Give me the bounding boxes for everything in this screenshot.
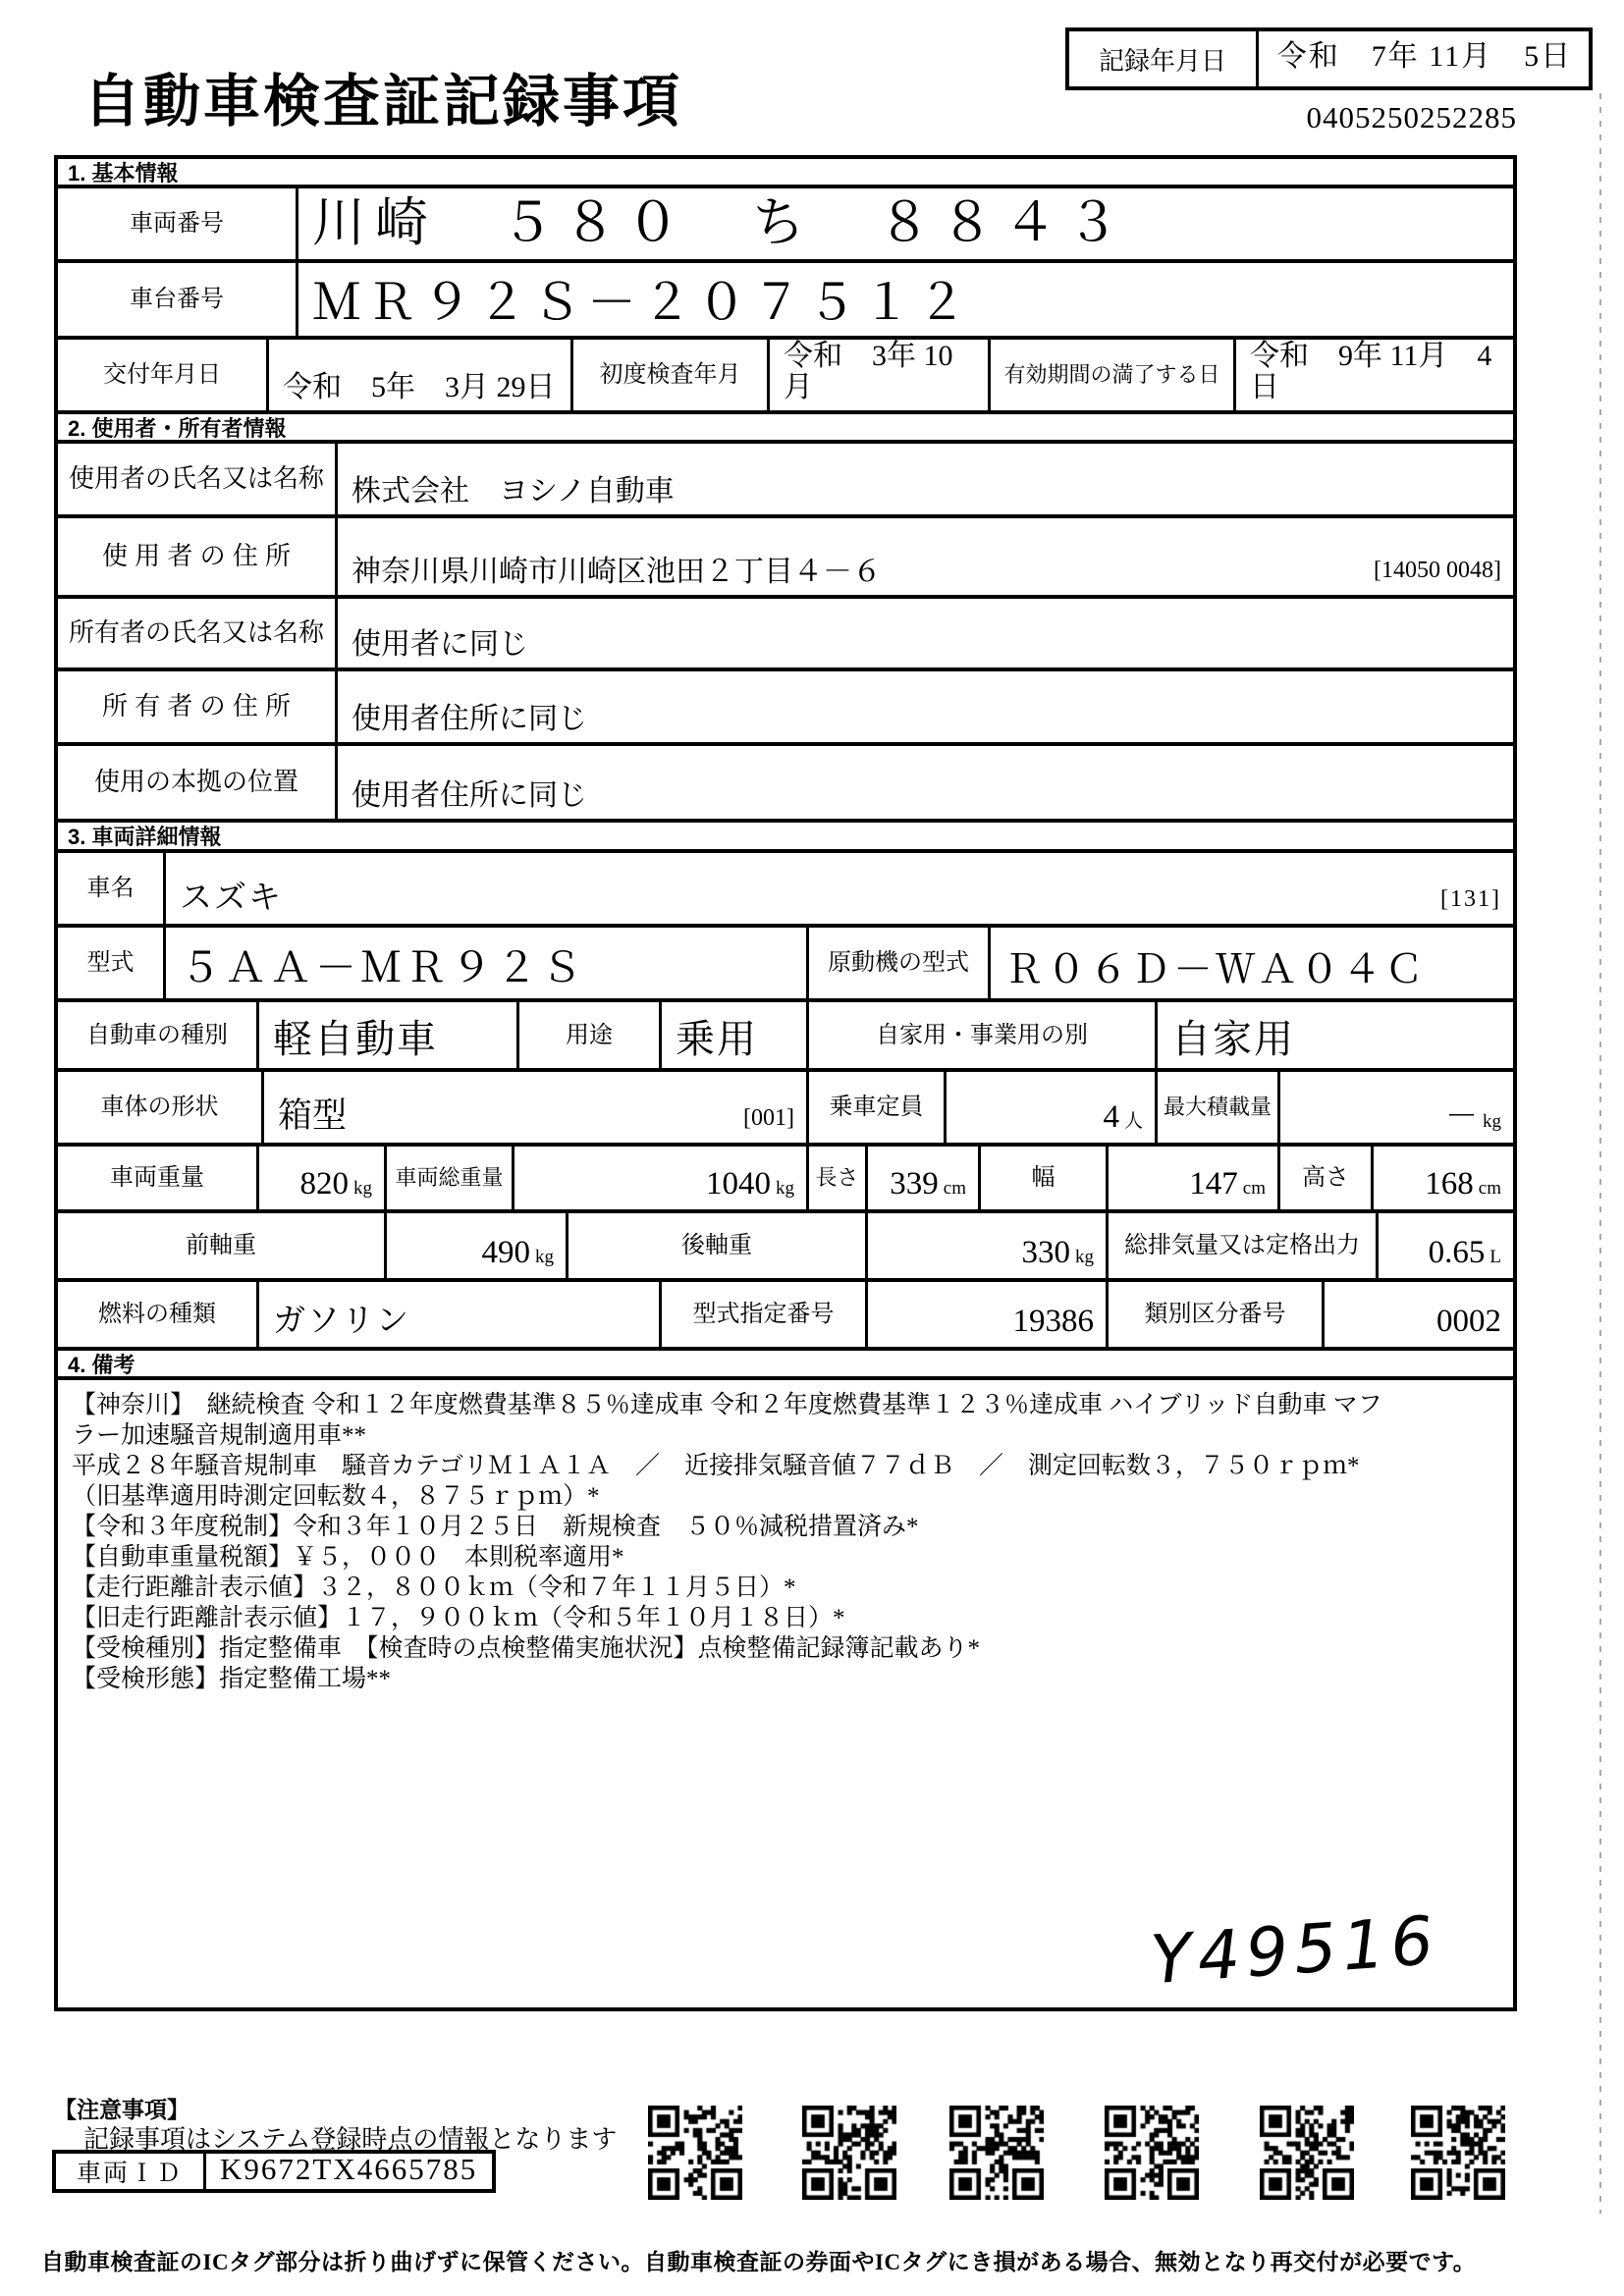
- user-name-row: [58, 440, 1513, 514]
- vehicle-weight-number: 820: [299, 1166, 349, 1202]
- capacity-value: [947, 1072, 1158, 1143]
- use-value: 乗用: [662, 1002, 809, 1068]
- rear-axle-unit: kg: [1075, 1247, 1094, 1268]
- body-shape-code: [001]: [743, 1104, 794, 1131]
- owner-name-label: 所有者の氏名又は名称: [58, 599, 338, 667]
- car-name-code: [131]: [1440, 885, 1501, 912]
- type-cert-label: 型式指定番号: [662, 1282, 868, 1347]
- capacity-label: 乗車定員: [809, 1072, 947, 1143]
- issue-date-value: 令和 5年 3月 29日: [269, 340, 573, 410]
- displacement-label: 総排気量又は定格出力: [1109, 1213, 1379, 1278]
- expiry-date-label: 有効期間の満了する日: [991, 340, 1236, 410]
- payload-unit: kg: [1483, 1111, 1501, 1133]
- height-value: [1374, 1147, 1513, 1209]
- notice-heading: 【注意事項】: [54, 2097, 189, 2122]
- width-label: 幅: [981, 1147, 1109, 1209]
- capacity-number: 4: [1103, 1099, 1119, 1136]
- handwritten-note: Y49516: [1148, 1901, 1442, 2001]
- front-axle-unit: kg: [535, 1247, 554, 1268]
- remarks-line: 【走行距離計表示値】３２，８００ｋｍ（令和７年１１月５日）*: [72, 1575, 796, 1601]
- car-name-value: [166, 853, 1513, 924]
- owner-address-label: 所 有 者 の 住 所: [58, 671, 338, 742]
- user-address-row: [58, 514, 1513, 595]
- chassis-number-row: [58, 259, 1513, 336]
- fuel-type-value: ガソリン: [259, 1282, 662, 1347]
- rear-axle-label: 後軸重: [568, 1213, 868, 1278]
- engine-model-value: Ｒ０６Ｄ－ＷＡ０４Ｃ: [1004, 947, 1427, 991]
- shape-row: [58, 1068, 1513, 1143]
- remarks-line: （旧基準適用時測定回転数４，８７５ｒｐｍ）*: [72, 1483, 600, 1510]
- front-axle-label: 前軸重: [58, 1213, 387, 1278]
- gross-weight-value: [514, 1147, 809, 1209]
- car-name-label: 車名: [58, 853, 166, 924]
- rear-axle-number: 330: [1021, 1235, 1070, 1271]
- capacity-unit: 人: [1123, 1111, 1143, 1133]
- car-name-text: スズキ: [180, 881, 283, 917]
- length-value: [868, 1147, 981, 1209]
- remarks-line: 【令和３年度税制】令和３年１０月２５日 新規検査 ５０％減税措置済み*: [72, 1514, 919, 1540]
- model-value: ５ＡＡ－ＭＲ９２Ｓ: [166, 928, 809, 998]
- remarks-line: 【神奈川】 継続検査 令和１２年度燃費基準８５％達成車 令和２年度燃費基準１２３％達成車 ハイブリッド自動車 マフ: [72, 1392, 1382, 1418]
- height-unit: cm: [1478, 1178, 1501, 1200]
- displacement-unit: L: [1489, 1247, 1501, 1268]
- qr-code: [648, 2106, 742, 2200]
- payload-value: [1280, 1072, 1513, 1143]
- use-label: 用途: [519, 1002, 662, 1068]
- width-number: 147: [1189, 1166, 1238, 1202]
- qr-code: [949, 2106, 1044, 2200]
- vehicle-kind-label: 自動車の種別: [58, 1002, 259, 1068]
- section-user-owner-heading: 2. 使用者・所有者情報: [58, 410, 1513, 440]
- section-detail-heading: 3. 車両詳細情報: [58, 819, 1513, 849]
- remarks-line: 【旧走行距離計表示値】１７，９００ｋｍ（令和５年１０月１８日）*: [72, 1605, 845, 1631]
- vehicle-number-value: 川崎 ５８０ ち ８８４３: [312, 193, 1129, 253]
- chassis-number-value: ＭＲ９２Ｓ－２０７５１２: [312, 274, 972, 330]
- displacement-value: [1379, 1213, 1513, 1278]
- front-axle-value: [387, 1213, 568, 1278]
- base-location-label: 使用の本拠の位置: [58, 746, 338, 819]
- length-number: 339: [890, 1166, 939, 1202]
- bottom-note: 自動車検査証のICタグ部分は折り曲げずに保管ください。自動車検査証の券面やICタグにき損がある場合、無効となり再交付が必要です。: [41, 2250, 1477, 2274]
- payload-number: －: [1445, 1099, 1478, 1136]
- document-number: 0405250252285: [1306, 100, 1517, 134]
- remarks-line: 平成２８年騒音規制車 騒音カテゴリＭ１Ａ１Ａ ／ 近接排気騒音値７７ｄＢ ／ 測定回転数３，７５０ｒｐｍ*: [72, 1453, 1360, 1479]
- vehicle-id-value: K9672TX4665785: [220, 2151, 478, 2186]
- remarks-line: ラー加速騒音規制適用車**: [72, 1422, 367, 1449]
- car-name-row: [58, 849, 1513, 924]
- vehicle-weight-unit: kg: [353, 1178, 372, 1200]
- section-basic-heading: 1. 基本情報: [68, 160, 179, 186]
- base-location-value: 使用者住所に同じ: [352, 778, 587, 812]
- axle-row: [58, 1209, 1513, 1278]
- page-title: 自動車検査証記録事項: [83, 70, 683, 133]
- model-row: [58, 924, 1513, 998]
- qr-code: [1105, 2106, 1199, 2200]
- remarks-box: [58, 1376, 1513, 2007]
- scan-artifact-line: [1599, 93, 1601, 2214]
- displacement-number: 0.65: [1428, 1235, 1486, 1271]
- chassis-number-label: 車台番号: [58, 263, 298, 336]
- engine-model-label: 原動機の型式: [809, 928, 991, 998]
- issue-date-label: 交付年月日: [58, 340, 269, 410]
- vehicle-id-box: [52, 2150, 496, 2193]
- vehicle-id-label: 車両ＩＤ: [56, 2154, 206, 2189]
- dates-row: [58, 336, 1513, 410]
- owner-name-row: [58, 595, 1513, 667]
- vehicle-number-row: [58, 185, 1513, 259]
- qr-code: [1260, 2106, 1354, 2200]
- section-remarks-heading: 4. 備考: [58, 1347, 1513, 1376]
- remarks-line: 【受検種別】指定整備車 【検査時の点検整備実施状況】点検整備記録簿記載あり*: [72, 1635, 981, 1662]
- remarks-line: 【受検形態】指定整備工場**: [72, 1666, 392, 1692]
- length-unit: cm: [943, 1178, 966, 1200]
- record-date-value: 令和 7年 11月 5日: [1276, 40, 1573, 74]
- vehicle-weight-label: 車両重量: [58, 1147, 259, 1209]
- qr-code: [802, 2106, 896, 2200]
- main-table: [54, 155, 1517, 2011]
- rear-axle-value: [868, 1213, 1109, 1278]
- record-date-box: [1065, 27, 1593, 90]
- gross-weight-unit: kg: [776, 1178, 794, 1200]
- body-shape-label: 車体の形状: [58, 1072, 264, 1143]
- body-shape-text: 箱型: [278, 1096, 348, 1136]
- class-number-label: 類別区分番号: [1109, 1282, 1325, 1347]
- type-cert-value: 19386: [868, 1282, 1109, 1347]
- owner-address-value: 使用者住所に同じ: [352, 702, 587, 735]
- remarks-line: 【自動車重量税額】￥５，０００ 本則税率適用*: [72, 1544, 624, 1571]
- private-business-label: 自家用・事業用の別: [809, 1002, 1158, 1068]
- owner-name-value: 使用者に同じ: [352, 627, 528, 661]
- width-unit: cm: [1242, 1178, 1266, 1200]
- user-address-label: 使 用 者 の 住 所: [58, 518, 338, 595]
- first-inspection-label: 初度検査年月: [573, 340, 770, 410]
- qr-code: [1411, 2106, 1505, 2200]
- user-name-value: 株式会社 ヨシノ自動車: [352, 474, 675, 507]
- vehicle-kind-value: 軽自動車: [259, 1002, 519, 1068]
- weight-row: [58, 1143, 1513, 1209]
- height-label: 高さ: [1280, 1147, 1374, 1209]
- vehicle-weight-value: [259, 1147, 387, 1209]
- gross-weight-number: 1040: [706, 1166, 771, 1202]
- fuel-row: [58, 1278, 1513, 1347]
- height-number: 168: [1425, 1166, 1474, 1202]
- fuel-type-label: 燃料の種類: [58, 1282, 259, 1347]
- base-location-row: [58, 742, 1513, 819]
- payload-label: 最大積載量: [1158, 1072, 1280, 1143]
- user-name-label: 使用者の氏名又は名称: [58, 444, 338, 514]
- first-inspection-value: 令和 3年 10月: [770, 340, 991, 410]
- private-business-value: 自家用: [1171, 1017, 1295, 1061]
- class-number-value: 0002: [1436, 1304, 1501, 1340]
- vehicle-number-label: 車両番号: [58, 188, 298, 259]
- record-date-label: 記録年月日: [1069, 31, 1259, 86]
- front-axle-number: 490: [481, 1235, 530, 1271]
- model-label: 型式: [58, 928, 166, 998]
- expiry-date-value: 令和 9年 11月 4日: [1250, 340, 1492, 403]
- width-value: [1109, 1147, 1280, 1209]
- user-address-code: [14050 0048]: [1374, 557, 1501, 583]
- owner-address-row: [58, 667, 1513, 742]
- user-address-text: 神奈川県川崎市川崎区池田２丁目４－６: [352, 555, 882, 588]
- kind-row: [58, 998, 1513, 1068]
- user-address-value: [338, 518, 1513, 595]
- body-shape-value: [264, 1072, 809, 1143]
- notice-text: 記録事項はシステム登録時点の情報となります: [83, 2125, 618, 2154]
- gross-weight-label: 車両総重量: [387, 1147, 514, 1209]
- length-label: 長さ: [809, 1147, 868, 1209]
